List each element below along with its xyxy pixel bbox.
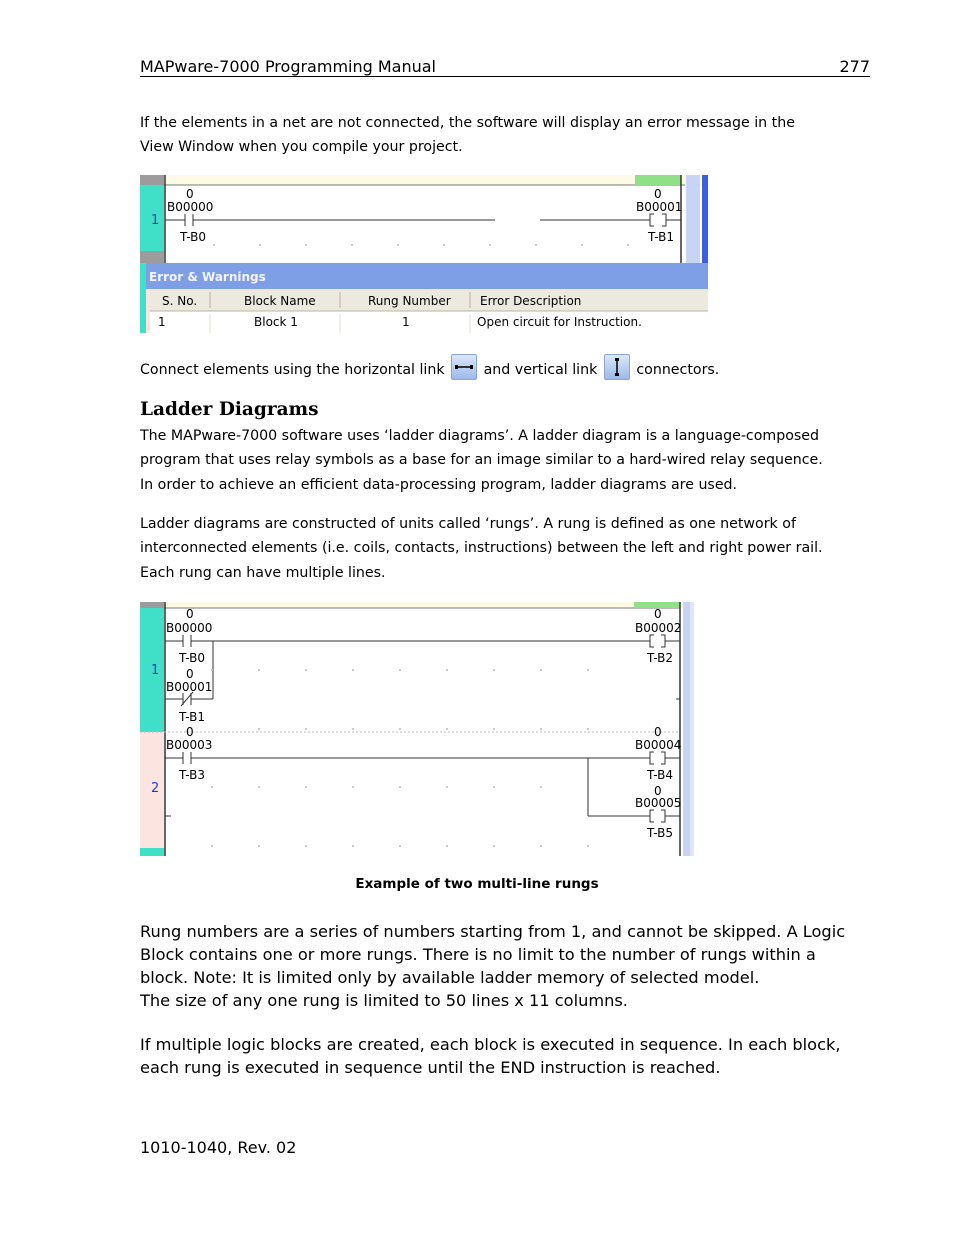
r2-contact-tag: T-B3 [179, 768, 205, 782]
figure-caption: Example of two multi-line rungs [355, 876, 599, 892]
section-heading: Ladder Diagrams [140, 399, 319, 420]
r1-contact-a-address: B00000 [166, 621, 213, 635]
rungs-line-1: Ladder diagrams are constructed of units called ‘rungs’. A rung is defined as one network of [140, 516, 796, 532]
r1-contact-b-tag: T-B1 [179, 710, 205, 724]
col-block-name[interactable]: Block Name [244, 294, 316, 308]
coil-top-value: 0 [654, 187, 662, 201]
horizontal-link-icon[interactable] [451, 354, 477, 380]
rung-numbers-line-3: block. Note: It is limited only by available ladder memory of selected model. [140, 968, 760, 987]
connectors-text-2: and vertical link [483, 362, 598, 378]
connectors-text-1: Connect elements using the horizontal link [140, 362, 445, 378]
rungs-paragraph [140, 512, 823, 585]
open-circuit-figure [140, 175, 708, 333]
rungs-line-2: interconnected elements (i.e. coils, contacts, instructions) between the left and right power rail. [140, 540, 823, 557]
row-error-description: Open circuit for Instruction. [477, 315, 642, 329]
r2-coil-a-top: 0 [654, 725, 662, 739]
rung-1-number: 1 [151, 663, 160, 678]
coil-tag: T-B1 [648, 230, 674, 244]
ladder-paragraph [140, 424, 823, 497]
header-rule [140, 76, 870, 77]
contact-address: B00000 [167, 200, 214, 214]
document-revision: 1010-1040, Rev. 02 [140, 1138, 297, 1157]
ladder-line-1: The MAPware-7000 software uses ‘ladder diagrams’. A ladder diagram is a language-composed [140, 428, 820, 444]
r2-coil-a-address: B00004 [635, 738, 682, 752]
rungs-line-3: Each rung can have multiple lines. [140, 564, 386, 581]
r2-coil-b-top: 0 [654, 784, 662, 798]
vertical-link-icon[interactable] [604, 354, 630, 380]
contact-tag: T-B0 [180, 230, 206, 244]
multi-line-rungs-figure [140, 602, 694, 856]
connectors-sentence [140, 357, 719, 383]
page-number: 277 [839, 57, 870, 76]
col-rung-number[interactable]: Rung Number [368, 294, 451, 308]
rung-2-number: 2 [151, 781, 160, 796]
logic-blocks-line-2: each rung is executed in sequence until the END instruction is reached. [140, 1058, 721, 1077]
rung-number: 1 [151, 213, 160, 228]
r1-coil-address: B00002 [635, 621, 682, 635]
r1-contact-b-top: 0 [186, 667, 194, 681]
r2-coil-b-address: B00005 [635, 796, 682, 810]
rung-numbers-line-1: Rung numbers are a series of numbers starting from 1, and cannot be skipped. A Logic [140, 922, 846, 941]
coil-address: B00001 [636, 200, 683, 214]
errors-panel-title: Error & Warnings [149, 270, 266, 284]
intro-paragraph [140, 111, 795, 160]
errors-panel [140, 263, 708, 333]
contact-top-value: 0 [186, 187, 194, 201]
r1-contact-a-top: 0 [186, 607, 194, 621]
r1-coil-top: 0 [654, 607, 662, 621]
logic-blocks-paragraph [140, 1033, 841, 1079]
r2-contact-top: 0 [186, 725, 194, 739]
rung-header-cell [140, 175, 164, 185]
r2-coil-b-tag: T-B5 [647, 826, 673, 840]
r1-coil-tag: T-B2 [647, 651, 673, 665]
row-serial-number: 1 [158, 315, 166, 329]
col-error-description[interactable]: Error Description [480, 294, 582, 308]
r1-contact-a-tag: T-B0 [179, 651, 205, 665]
r2-contact-address: B00003 [166, 738, 213, 752]
rung-numbers-line-4: The size of any one rung is limited to 50 lines x 11 columns. [140, 991, 628, 1010]
row-block-name: Block 1 [254, 315, 298, 329]
manual-title: MAPware-7000 Programming Manual [140, 57, 436, 76]
connectors-text-3: connectors. [636, 362, 720, 378]
r2-coil-a-tag: T-B4 [647, 768, 673, 782]
row-rung-number: 1 [402, 315, 410, 329]
col-serial-number[interactable]: S. No. [162, 294, 198, 308]
rung-numbers-paragraph [140, 920, 845, 1012]
ladder-line-2: program that uses relay symbols as a base for an image similar to a hard-wired relay sequence. [140, 452, 823, 469]
intro-line-1: If the elements in a net are not connected, the software will display an error message in the [140, 115, 795, 131]
ladder-line-3: In order to achieve an efficient data-processing program, ladder diagrams are used. [140, 476, 738, 493]
r1-contact-b-address: B00001 [166, 680, 213, 694]
logic-blocks-line-1: If multiple logic blocks are created, each block is executed in sequence. In each block, [140, 1035, 841, 1054]
intro-line-2: View Window when you compile your project. [140, 139, 463, 156]
rung-numbers-line-2: Block contains one or more rungs. There is no limit to the number of rungs within a [140, 945, 816, 964]
